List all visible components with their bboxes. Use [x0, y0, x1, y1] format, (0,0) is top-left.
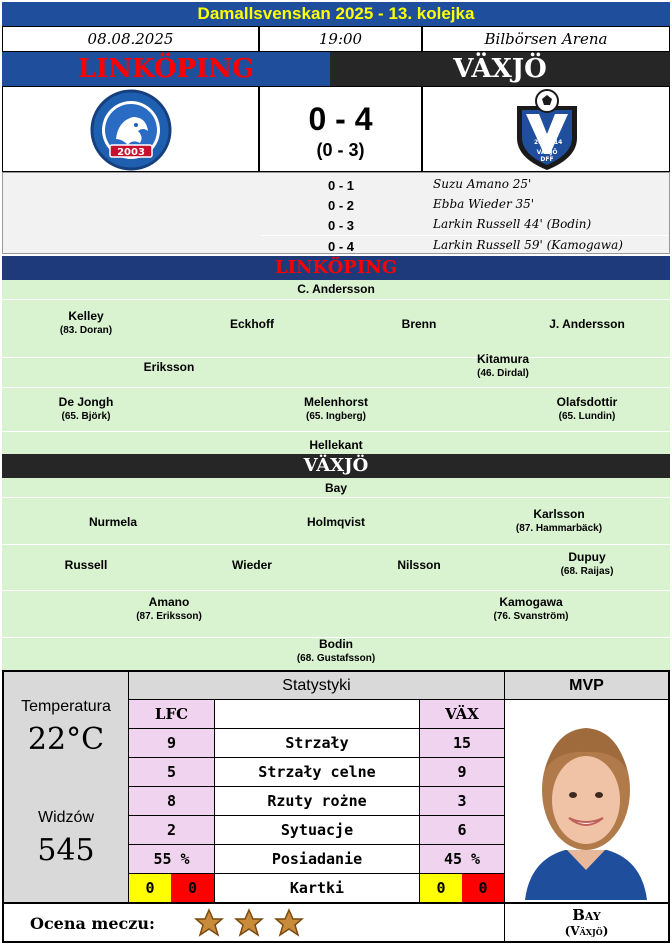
player-name: Dupuy [568, 550, 606, 564]
player-substitution: (65. Björk) [61, 411, 111, 422]
goals-list [2, 172, 670, 254]
vaxjo-crest-icon [512, 88, 582, 172]
stats-row [129, 816, 504, 845]
player-substitution: (87. Hammarbäck) [515, 523, 603, 534]
goal-row [261, 215, 669, 235]
goal-score: 0 - 1 [327, 178, 354, 193]
player-substitution: (68. Raijas) [560, 566, 614, 577]
away-crest-cell [422, 86, 670, 172]
player-substitution: (46. Dirdal) [477, 368, 529, 379]
player-name: C. Andersson [297, 282, 375, 296]
stat-home-value: 9 [129, 729, 214, 757]
player-substitution: (87. Eriksson) [136, 611, 202, 622]
player-name: Holmqvist [306, 515, 366, 529]
stats-cards-label: Kartki [214, 874, 420, 902]
player-home-0 [297, 282, 375, 298]
halftime-score: (0 - 3) [316, 140, 365, 160]
goal-score: 0 - 3 [327, 218, 354, 233]
stats-team-header-row [129, 700, 504, 729]
player-name: Eriksson [143, 360, 195, 374]
away-lineup-pitch [2, 478, 670, 670]
goal-row [261, 175, 669, 195]
player-away-3 [516, 507, 602, 534]
player-home-9 [557, 395, 618, 422]
player-home-1 [60, 309, 112, 336]
svg-text:DFF: DFF [540, 156, 554, 163]
player-away-1 [89, 515, 137, 531]
stats-away-abbr: VÄX [420, 700, 504, 728]
stat-label: Sytuacje [214, 816, 420, 844]
away-yellow-cards: 0 [420, 874, 462, 902]
match-date: 08.08.2025 [2, 26, 259, 52]
player-home-4 [549, 317, 625, 333]
player-home-3 [402, 317, 437, 333]
away-team-name: VÄXJÖ [330, 52, 670, 86]
home-team-name: LINKÖPING [2, 52, 330, 86]
final-score: 0 - 4 [308, 101, 373, 137]
goal-row [261, 235, 669, 255]
stats-cards-row [129, 874, 504, 902]
stat-away-value: 3 [420, 787, 504, 815]
player-name: Bodin [318, 637, 353, 651]
match-rating-row [4, 902, 504, 941]
goal-scorer: Ebba Wieder 35' [433, 197, 535, 211]
stats-row [129, 787, 504, 816]
stat-label: Rzuty rożne [214, 787, 420, 815]
match-title: Damallsvenskan 2025 - 13. kolejka [2, 2, 670, 26]
mvp-team: (Växjö) [564, 924, 609, 938]
match-venue: Bilbörsen Arena [422, 26, 670, 52]
mvp-title: MVP [504, 672, 668, 700]
stats-row [129, 758, 504, 787]
stats-title: Statystyki [129, 672, 504, 700]
rating-star-icon [194, 908, 224, 938]
player-name: Kitamura [476, 352, 530, 366]
stat-away-value: 9 [420, 758, 504, 786]
stats-home-abbr: LFC [129, 700, 214, 728]
rating-star-icon [274, 908, 304, 938]
player-away-10 [297, 637, 375, 664]
player-home-5 [144, 360, 195, 376]
player-substitution: (65. Lundin) [558, 411, 616, 422]
home-yellow-cards: 0 [129, 874, 171, 902]
player-substitution: (76. Svanström) [493, 611, 569, 622]
goal-row [261, 195, 669, 215]
stat-home-value: 5 [129, 758, 214, 786]
away-red-cards: 0 [462, 874, 504, 902]
player-name: Eckhoff [229, 317, 275, 331]
player-portrait-icon [505, 700, 667, 900]
player-substitution: (68. Gustafsson) [296, 653, 376, 664]
player-home-8 [304, 395, 368, 422]
player-away-8 [136, 595, 202, 622]
stat-label: Strzały [214, 729, 420, 757]
stat-home-value: 2 [129, 816, 214, 844]
player-name: Karlsson [533, 507, 585, 521]
player-home-10 [309, 438, 362, 454]
player-name: Nurmela [88, 515, 138, 529]
player-away-7 [561, 550, 614, 577]
goal-scorer: Larkin Russell 59' (Kamogawa) [433, 238, 623, 252]
player-name: Amano [148, 595, 190, 609]
stats-panel [2, 670, 670, 943]
goal-score: 0 - 4 [327, 239, 354, 254]
mvp-name: Bay [572, 906, 601, 924]
rating-label: Ocena meczu: [30, 914, 155, 933]
player-name: Nilsson [397, 558, 441, 572]
player-home-2 [230, 317, 274, 333]
stats-row [129, 729, 504, 758]
goal-scorer: Suzu Amano 25' [433, 177, 532, 191]
player-name: Olafsdottir [556, 395, 618, 409]
stat-home-value: 8 [129, 787, 214, 815]
goal-scorer: Larkin Russell 44' (Bodin) [433, 217, 592, 231]
match-time: 19:00 [259, 26, 422, 52]
home-crest-cell [2, 86, 259, 172]
player-away-5 [232, 558, 272, 574]
player-home-6 [477, 352, 529, 379]
score-box [259, 86, 422, 172]
player-away-4 [65, 558, 108, 574]
stat-away-value: 15 [420, 729, 504, 757]
stats-row [129, 845, 504, 874]
player-name: Russell [64, 558, 108, 572]
match-info-panel [4, 672, 129, 902]
stat-label: Posiadanie [214, 845, 420, 873]
player-substitution: (65. Ingberg) [305, 411, 367, 422]
svg-text:20: 20 [534, 139, 543, 146]
home-crest-year: 2003 [117, 147, 145, 158]
svg-text:VÄXJÖ: VÄXJÖ [536, 149, 558, 156]
temperature-value: 22°C [27, 722, 105, 757]
player-away-0 [325, 481, 347, 497]
mvp-name-box [504, 902, 668, 941]
player-name: Melenhorst [303, 395, 369, 409]
attendance-value: 545 [37, 833, 95, 868]
player-name: Wieder [232, 558, 272, 572]
home-red-cards: 0 [171, 874, 214, 902]
stat-home-value: 55 % [129, 845, 214, 873]
away-lineup-header: VÄXJÖ [2, 454, 670, 478]
stat-away-value: 45 % [420, 845, 504, 873]
svg-text:14: 14 [554, 139, 563, 146]
mvp-photo [504, 700, 668, 902]
player-name: Kamogawa [499, 595, 563, 609]
player-home-7 [59, 395, 114, 422]
player-name: J. Andersson [549, 317, 625, 331]
rating-star-icon [234, 908, 264, 938]
home-lineup-pitch [2, 280, 670, 454]
player-away-2 [307, 515, 365, 531]
goal-score: 0 - 2 [327, 198, 354, 213]
player-name: Hellekant [309, 438, 363, 452]
player-name: Brenn [401, 317, 437, 331]
player-name: De Jongh [58, 395, 114, 409]
player-away-9 [493, 595, 568, 622]
player-away-6 [397, 558, 440, 574]
stat-away-value: 6 [420, 816, 504, 844]
home-lineup-header: LINKÖPING [2, 256, 670, 280]
player-name: Kelley [68, 309, 104, 323]
temperature-label: Temperatura [21, 698, 111, 715]
linkoping-crest-icon [88, 87, 174, 173]
attendance-label: Widzów [37, 809, 94, 826]
player-name: Bay [324, 481, 348, 495]
stat-label: Strzały celne [214, 758, 420, 786]
player-substitution: (83. Doran) [59, 325, 113, 336]
